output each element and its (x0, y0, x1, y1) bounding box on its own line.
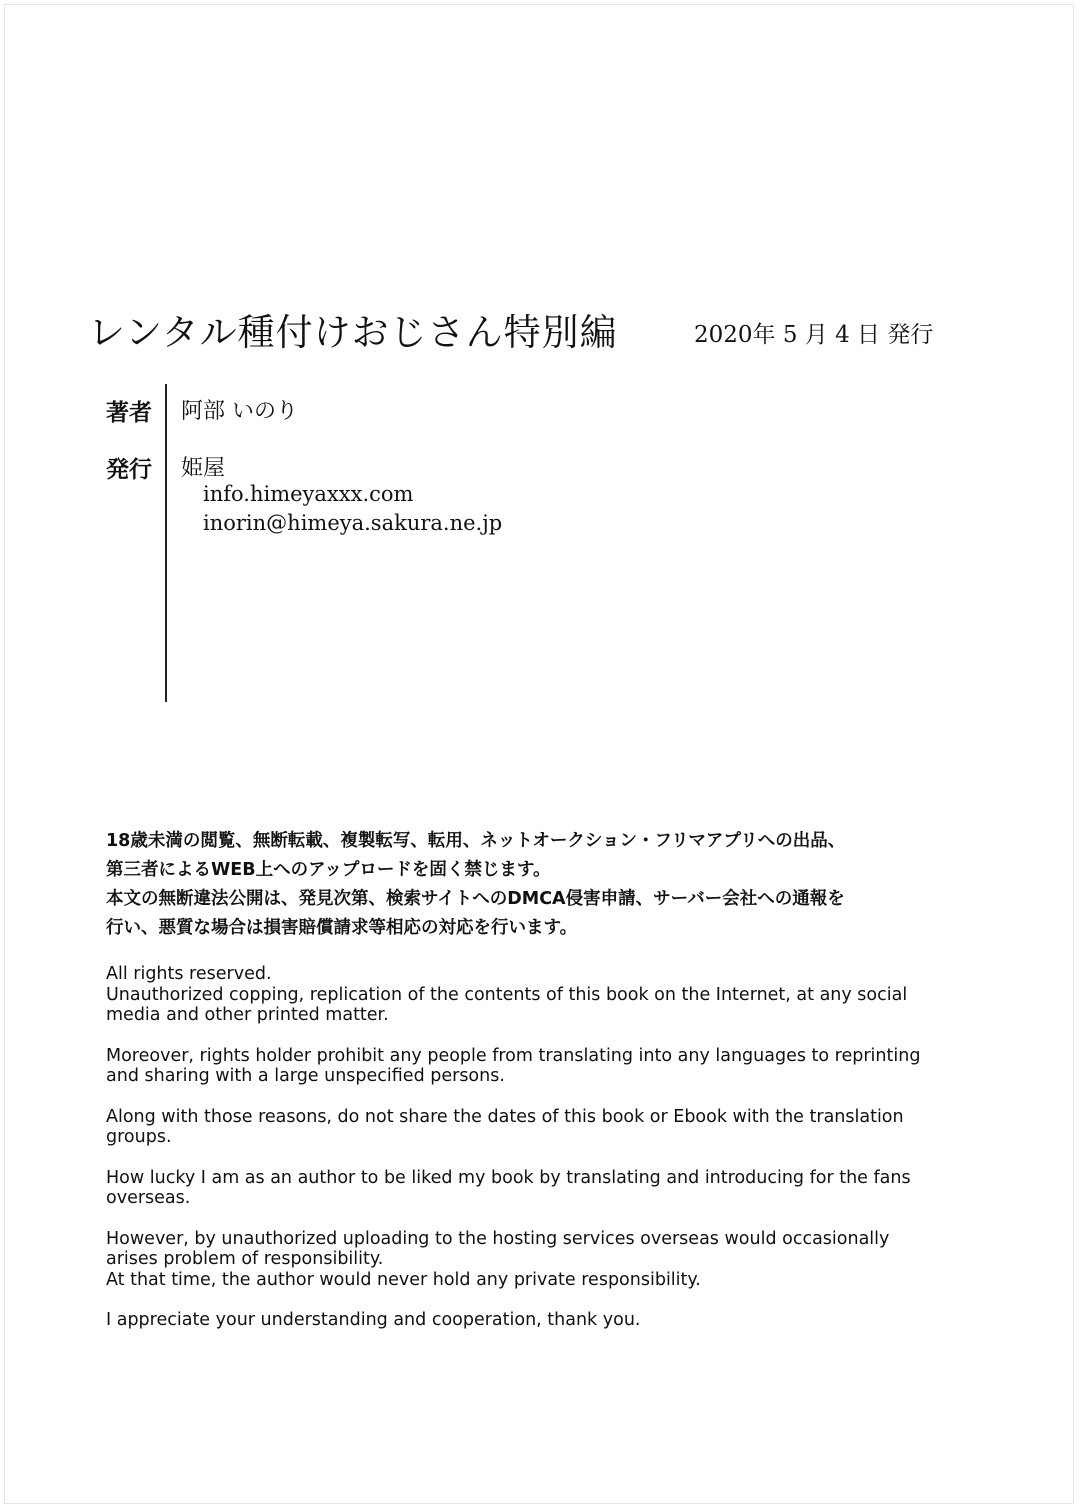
notice-line: 18歳未満の閲覧、無断転載、複製転写、転用、ネットオークション・フリマアプリへの出品、 (106, 831, 846, 851)
publisher-name: 姫屋 (181, 456, 226, 481)
author-label: 著者 (106, 399, 152, 426)
notice-line: overseas. (106, 1188, 191, 1208)
japanese-copyright-notice (106, 827, 986, 943)
publication-date: 2020年 5 月 4 日 発行 (694, 322, 934, 348)
notice-line: 行い、悪質な場合は損害賠償請求等相応の対応を行います。 (106, 918, 578, 938)
notice-line: However, by unauthorized uploading to the hosting services overseas would occasionally (106, 1228, 890, 1249)
notice-line: I appreciate your understanding and cooperation, thank you. (106, 1310, 641, 1330)
notice-line: 本文の無断違法公開は、発見次第、検索サイトへのDMCA侵害申請、サーバー会社への通報を (106, 889, 845, 909)
notice-line: All rights reserved. (106, 964, 272, 984)
publisher-label: 発行 (106, 456, 152, 483)
notice-line: Unauthorized copping, replication of the contents of this book on the Internet, at any social (106, 984, 908, 1005)
colophon-divider (165, 384, 167, 702)
notice-line: 第三者によるWEB上へのアップロードを固く禁じます。 (106, 860, 551, 880)
notice-line: groups. (106, 1127, 172, 1147)
notice-line: How lucky I am as an author to be liked my book by translating and introducing for the fans (106, 1167, 911, 1188)
contact-website: info.himeyaxxx.com (203, 482, 414, 506)
author-name: 阿部 いのり (181, 399, 298, 424)
notice-line: Moreover, rights holder prohibit any people from translating into any languages to reprinting (106, 1045, 921, 1066)
notice-line: media and other printed matter. (106, 1005, 389, 1025)
notice-line: and sharing with a large unspecified persons. (106, 1066, 505, 1086)
book-title: レンタル種付けおじさん特別編 (88, 311, 618, 354)
notice-line: At that time, the author would never hold any private responsibility. (106, 1269, 701, 1290)
notice-line: Along with those reasons, do not share the dates of this book or Ebook with the translation (106, 1106, 904, 1127)
english-copyright-notice (106, 964, 986, 1331)
contact-email: inorin@himeya.sakura.ne.jp (203, 511, 503, 535)
notice-line: arises problem of responsibility. (106, 1249, 384, 1269)
